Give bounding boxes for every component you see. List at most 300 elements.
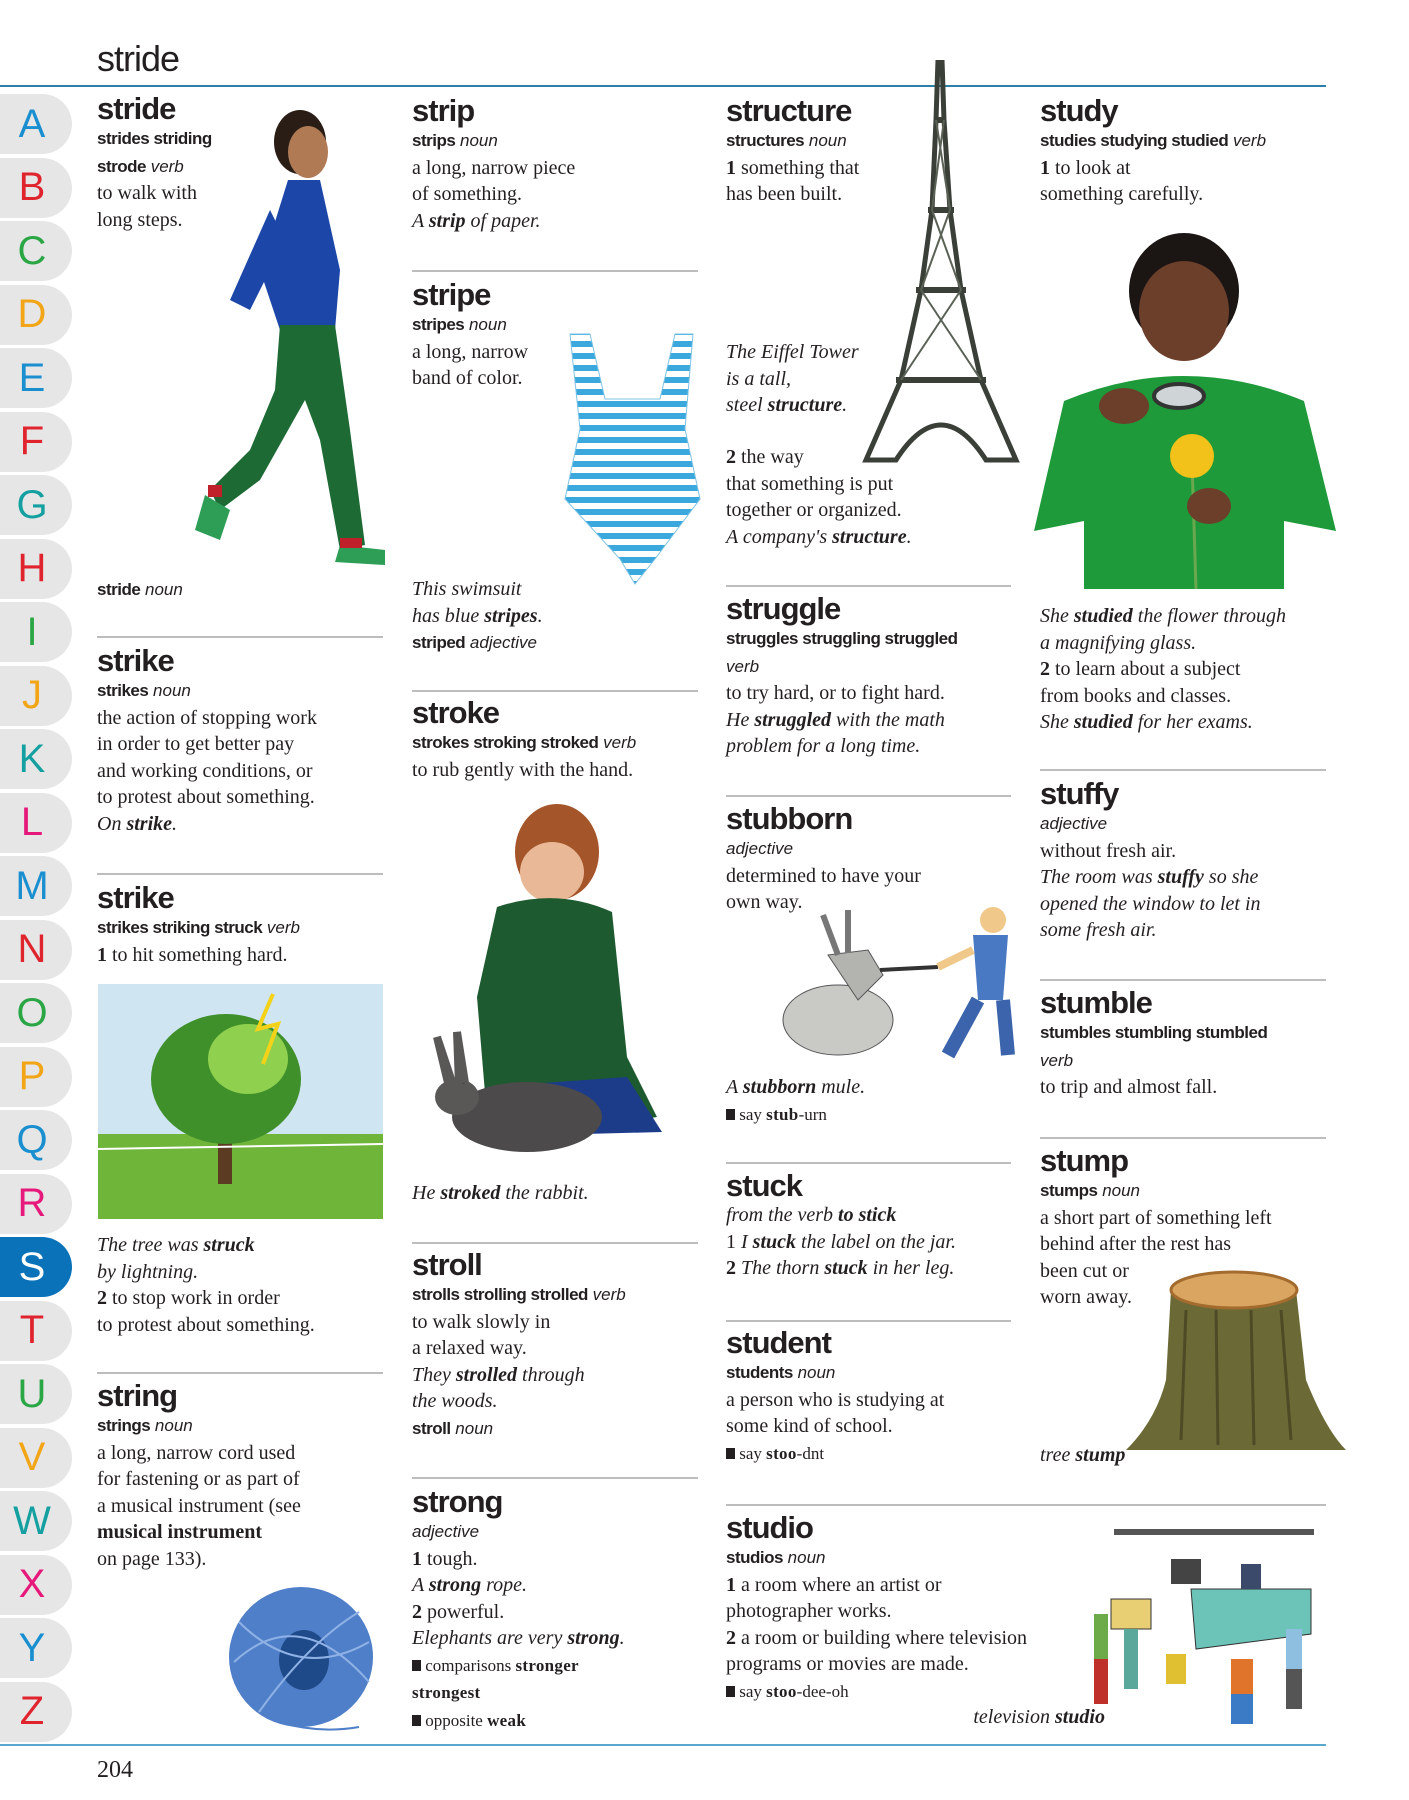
text-segment: a relaxed way. (412, 1337, 527, 1359)
text-segment: some fresh air. (1040, 919, 1157, 941)
headword: strike (97, 880, 174, 915)
text-segment: has been built. (726, 183, 843, 205)
text-segment: steel (726, 394, 768, 416)
text-segment: in order to get better pay (97, 733, 295, 755)
entry-line (412, 1518, 712, 1546)
entry-strike-verb-cont (97, 1232, 397, 1338)
entry-line (1040, 181, 1340, 208)
text-segment: a room where an artist or (736, 1573, 942, 1596)
text-segment: She (1040, 711, 1074, 733)
text-segment: . (537, 604, 543, 627)
alphabet-tab-r[interactable]: R (0, 1174, 72, 1234)
text-segment: 1 (97, 943, 107, 966)
text-segment: by lightning. (97, 1260, 199, 1283)
entry-line (97, 1493, 397, 1520)
entry-stump (1040, 1145, 1340, 1311)
text-segment: studied (1073, 711, 1133, 733)
entry-line (1040, 1442, 1340, 1469)
text-segment: together or organized. (726, 499, 902, 521)
entry-line (97, 914, 397, 942)
text-segment: stripes (484, 604, 538, 627)
divider (97, 873, 383, 875)
boy-stroking-rabbit-image (427, 797, 672, 1172)
headword: studio (726, 1510, 813, 1545)
text-segment: to walk slowly in (412, 1310, 551, 1333)
text-segment: comparisons (421, 1655, 516, 1675)
text-segment: The room was (1040, 866, 1158, 888)
entry-line (412, 1415, 712, 1443)
text-segment: a musical instrument (see (97, 1494, 301, 1517)
headword: structure (726, 93, 852, 128)
divider (726, 795, 1011, 797)
alphabet-tab-i[interactable]: I (0, 602, 72, 662)
part-of-speech: noun (140, 580, 183, 599)
text-segment: 1 (726, 156, 736, 179)
entry-line (97, 1232, 397, 1259)
inflected-forms: striped (412, 633, 466, 652)
top-rule (0, 85, 1326, 87)
inflected-forms: stripes (412, 315, 465, 334)
entry-line (412, 1546, 712, 1573)
running-head: stride (97, 38, 180, 79)
text-segment: the action of stopping work (97, 706, 317, 729)
entry-strong (412, 1486, 712, 1734)
alphabet-tab-t[interactable]: T (0, 1301, 72, 1361)
text-segment: the way (736, 446, 804, 468)
entry-line (1040, 603, 1340, 630)
bullet-square-icon (412, 1660, 421, 1671)
text-segment: from the verb (726, 1204, 839, 1226)
inflected-forms: stroll (412, 1418, 451, 1438)
entry-stubborn (726, 803, 1026, 916)
entry-line (412, 1652, 712, 1680)
text-segment: own way. (726, 891, 803, 913)
text-segment: to look at (1050, 156, 1131, 179)
text-segment: strolled (455, 1363, 518, 1386)
part-of-speech: verb (1228, 131, 1267, 150)
divider (726, 1504, 1326, 1506)
entry-line (412, 1388, 712, 1415)
text-segment: 2 (412, 1600, 422, 1623)
entry-line (97, 1412, 397, 1440)
entry-line (412, 603, 712, 630)
part-of-speech: noun (782, 1548, 826, 1567)
text-segment: so she (1203, 866, 1259, 888)
entry-line (412, 127, 712, 155)
text-segment: the rabbit. (500, 1182, 589, 1204)
part-of-speech: noun (1097, 1181, 1141, 1200)
entry-line (726, 471, 1026, 498)
text-segment: to try hard, or to fight hard. (726, 682, 945, 704)
bottom-rule (0, 1744, 1326, 1746)
text-segment: They (412, 1363, 456, 1386)
entry-line (1040, 630, 1340, 657)
alphabet-tab-h[interactable]: H (0, 539, 72, 599)
part-of-speech: noun (792, 1363, 836, 1382)
part-of-speech: verb (598, 733, 637, 752)
headword: stumble (1040, 985, 1152, 1020)
text-segment: strongest (412, 1683, 481, 1702)
entry-line (1040, 656, 1340, 683)
entry-strip (412, 95, 712, 234)
entry-line (726, 1202, 1026, 1229)
divider (726, 1162, 1011, 1164)
entry-stride-noun (97, 576, 397, 604)
entry-line (412, 181, 712, 208)
entry-string (97, 1380, 397, 1572)
entry-structure (726, 95, 1026, 208)
alphabet-tab-j[interactable]: J (0, 666, 72, 726)
headword: stroke (412, 695, 500, 730)
entry-line (1040, 1284, 1340, 1311)
alphabet-tab-a[interactable]: A (0, 94, 72, 154)
entry-studio-caption (955, 1704, 1105, 1731)
text-segment: strip (428, 209, 466, 232)
text-segment: a long, narrow piece (412, 156, 576, 179)
alphabet-tab-e[interactable]: E (0, 348, 72, 408)
text-segment: that something is put (726, 472, 894, 495)
entry-line (726, 680, 1026, 707)
text-segment: from books and classes. (1040, 684, 1232, 707)
divider (412, 690, 698, 692)
text-segment: to stick (838, 1204, 897, 1226)
text-segment: say (735, 1443, 767, 1463)
entry-stumble (1040, 987, 1340, 1101)
text-segment: opened the window to let in (1040, 892, 1261, 915)
inflected-forms: strokes stroking stroked (412, 733, 599, 752)
headword: struggle (726, 591, 841, 626)
text-segment: . (906, 525, 912, 548)
entry-line (412, 311, 712, 339)
text-segment: a short part of something left (1040, 1206, 1272, 1229)
text-segment: The thorn (741, 1257, 825, 1279)
entry-line (1040, 891, 1340, 918)
text-segment: studio (1054, 1706, 1105, 1728)
entry-line (97, 731, 397, 758)
text-segment: some kind of school. (726, 1415, 893, 1437)
part-of-speech: noun (455, 131, 498, 150)
entry-stubborn-caption (726, 1074, 1026, 1128)
headword: stuffy (1040, 776, 1119, 811)
entry-line (1040, 1074, 1340, 1101)
entry-line (726, 889, 1026, 916)
text-segment: programs or movies are made. (726, 1653, 969, 1675)
entry-line (97, 1466, 397, 1493)
entry-line (1040, 1177, 1340, 1205)
text-segment: determined to have your (726, 864, 921, 887)
text-segment: stub (766, 1104, 799, 1124)
text-segment: stronger (515, 1655, 579, 1675)
entry-line (726, 444, 1026, 471)
entry-line (726, 497, 1026, 524)
text-segment: The tree was (97, 1234, 204, 1256)
bullet-square-icon (726, 1109, 735, 1120)
entry-line (955, 1704, 1105, 1731)
entry-line (1040, 683, 1340, 710)
entry-line (726, 625, 1026, 653)
text-segment: structure (767, 394, 843, 416)
headword: stripe (412, 277, 491, 312)
text-segment: On (97, 812, 127, 835)
entry-stroke (412, 697, 712, 783)
text-segment: a long, narrow (412, 340, 529, 363)
text-segment: Elephants are very (412, 1627, 568, 1649)
inflected-forms: studios (726, 1548, 783, 1567)
headword: strike (97, 643, 174, 678)
entry-line (412, 339, 712, 366)
entry-line (412, 629, 712, 657)
inflected-forms: strings (97, 1416, 151, 1435)
text-segment: -dee-oh (796, 1681, 849, 1701)
alphabet-tab-v[interactable]: V (0, 1428, 72, 1488)
headword: stroll (412, 1247, 482, 1282)
text-segment: and working conditions, or (97, 759, 313, 782)
entry-line (412, 757, 712, 784)
text-segment: television (973, 1706, 1055, 1728)
text-segment: long steps. (97, 208, 183, 231)
entry-line (726, 127, 1026, 155)
entry-line (412, 1180, 712, 1207)
text-segment: photographer works. (726, 1600, 892, 1622)
inflected-forms: studies studying studied (1040, 131, 1229, 150)
part-of-speech: noun (464, 315, 507, 334)
entry-line (726, 1074, 1026, 1101)
entry-student (726, 1327, 1026, 1467)
alphabet-tab-c[interactable]: C (0, 221, 72, 281)
text-segment: stuffy (1157, 866, 1204, 888)
entry-line (412, 1679, 712, 1707)
text-segment: on page 133). (97, 1547, 207, 1570)
entry-stripe-caption (412, 576, 712, 657)
inflected-forms: strolls strolling strolled (412, 1285, 588, 1304)
text-segment: something that (736, 156, 860, 179)
headword: study (1040, 93, 1118, 128)
text-segment: the woods. (412, 1390, 498, 1412)
inflected-forms: strides striding (97, 129, 212, 148)
entry-line (1040, 155, 1340, 182)
entry-line (726, 1651, 1026, 1678)
text-segment: . (619, 1627, 625, 1649)
text-segment: 1 (1040, 156, 1050, 179)
entry-line (726, 1544, 1026, 1572)
text-segment: to hit something hard. (107, 943, 288, 966)
alphabet-tab-b[interactable]: B (0, 158, 72, 218)
entry-structure-caption (726, 339, 1026, 419)
part-of-speech: verb (587, 1285, 626, 1304)
entry-study-cont (1040, 603, 1340, 736)
alphabet-tab-w[interactable]: W (0, 1491, 72, 1551)
text-segment: band of color. (412, 367, 523, 389)
text-segment: . (842, 394, 848, 416)
alphabet-tab-z[interactable]: Z (0, 1682, 72, 1742)
alphabet-tab-p[interactable]: P (0, 1047, 72, 1107)
entry-line (1040, 709, 1340, 736)
text-segment: He (412, 1182, 441, 1204)
text-segment: a room or building where television (736, 1626, 1028, 1649)
entry-line (1040, 1205, 1340, 1232)
alphabet-tab-g[interactable]: G (0, 475, 72, 535)
text-segment: without fresh air. (1040, 839, 1177, 862)
entry-line (412, 1572, 712, 1599)
ball-of-string-image (219, 1582, 384, 1737)
text-segment: 2 (726, 446, 736, 468)
text-segment: say (735, 1104, 767, 1124)
entry-line (97, 180, 397, 207)
entry-line (1040, 127, 1340, 155)
divider (412, 1477, 698, 1479)
text-segment: . (172, 812, 178, 835)
text-segment: 1 (726, 1230, 741, 1253)
headword: stubborn (726, 801, 853, 836)
text-segment: strong (428, 1574, 482, 1596)
entry-line (412, 365, 712, 392)
text-segment: A company's (726, 525, 833, 548)
text-segment: She (1040, 605, 1074, 627)
entry-line (726, 1229, 1026, 1256)
entry-study (1040, 95, 1340, 208)
text-segment: a long, narrow cord used (97, 1441, 296, 1464)
alphabet-tab-o[interactable]: O (0, 983, 72, 1043)
alphabet-tab-l[interactable]: L (0, 793, 72, 853)
alphabet-tab-k[interactable]: K (0, 729, 72, 789)
entry-struggle (726, 593, 1026, 760)
text-segment: of something. (412, 183, 522, 205)
entry-line (412, 1599, 712, 1626)
headword: stride (97, 91, 176, 126)
inflected-forms: struggles struggling struggled (726, 629, 958, 648)
headword: strip (412, 93, 475, 128)
entry-line (412, 1362, 712, 1389)
divider (726, 585, 1011, 587)
entry-line (726, 863, 1026, 890)
entry-line (1040, 1019, 1340, 1047)
text-segment: 2 (726, 1257, 741, 1279)
text-segment: 2 (97, 1287, 107, 1309)
text-segment: a magnifying glass. (1040, 631, 1197, 654)
text-segment: He (726, 708, 755, 731)
headword: string (97, 1378, 178, 1413)
entry-line (1040, 917, 1340, 944)
entry-line (1040, 864, 1340, 891)
text-segment: worn away. (1040, 1286, 1133, 1308)
entry-line (412, 208, 712, 235)
text-segment: something carefully. (1040, 183, 1204, 205)
alphabet-tab-d[interactable]: D (0, 285, 72, 345)
entry-strike-noun (97, 645, 397, 837)
text-segment: the label on the jar. (796, 1230, 956, 1253)
entry-line (97, 1440, 397, 1467)
entry-line (726, 1101, 1026, 1129)
entry-line (412, 155, 712, 182)
part-of-speech: noun (450, 1418, 494, 1438)
entry-line (726, 835, 1026, 863)
part-of-speech: verb (726, 656, 760, 676)
entry-structure-sense2 (726, 444, 1026, 550)
text-segment: behind after the rest has (1040, 1233, 1232, 1255)
entry-line (97, 576, 397, 604)
entry-studio (726, 1512, 1026, 1705)
text-segment: been cut or (1040, 1259, 1129, 1282)
girl-with-magnifying-glass-image (1034, 231, 1336, 589)
alphabet-tab-q[interactable]: Q (0, 1110, 72, 1170)
divider (726, 1320, 1011, 1322)
entry-stuffy (1040, 778, 1340, 944)
entry-line (412, 1707, 712, 1735)
text-segment: The Eiffel Tower (726, 341, 859, 363)
entry-line (97, 705, 397, 732)
text-segment: stuck (824, 1257, 868, 1279)
inflected-forms: stumps (1040, 1181, 1098, 1200)
inflected-forms: stride (97, 580, 141, 599)
text-segment: has blue (412, 604, 485, 627)
entry-line (412, 729, 712, 757)
text-segment: to protest about something. (97, 786, 315, 808)
text-segment: for her exams. (1132, 711, 1253, 733)
text-segment: through (517, 1363, 585, 1386)
entry-strike-verb (97, 882, 397, 968)
entry-line (97, 677, 397, 705)
entry-line (726, 1413, 1026, 1440)
entry-line (97, 758, 397, 785)
bullet-square-icon (726, 1686, 735, 1697)
entry-line (97, 1546, 397, 1573)
entry-line (1040, 1047, 1340, 1075)
entry-line (726, 1625, 1026, 1652)
headword: strong (412, 1484, 503, 1519)
entry-line (97, 811, 397, 838)
alphabet-tab-m[interactable]: M (0, 856, 72, 916)
part-of-speech: adjective (726, 839, 794, 858)
entry-line (726, 366, 1026, 393)
entry-line (726, 1359, 1026, 1387)
text-segment: to rub gently with the hand. (412, 758, 634, 781)
text-segment: I (741, 1230, 753, 1253)
alphabet-tab-s[interactable]: S (0, 1237, 72, 1297)
alphabet-tab-y[interactable]: Y (0, 1618, 72, 1678)
text-segment: -urn (798, 1104, 827, 1124)
entry-line (726, 1572, 1026, 1599)
entry-line (97, 207, 397, 234)
divider (97, 636, 383, 638)
alphabet-tab-n[interactable]: N (0, 920, 72, 980)
entry-line (726, 1440, 1026, 1468)
text-segment: powerful. (422, 1600, 505, 1623)
entry-stride (97, 93, 397, 233)
text-segment: struggled (754, 708, 832, 731)
part-of-speech: verb (145, 156, 184, 176)
part-of-speech: adjective (412, 1522, 480, 1541)
entry-line (1040, 1231, 1340, 1258)
alphabet-tab-f[interactable]: F (0, 412, 72, 472)
alphabet-tab-x[interactable]: X (0, 1555, 72, 1615)
text-segment: stoo (766, 1443, 797, 1463)
text-segment: musical instrument (97, 1521, 262, 1543)
part-of-speech: verb (1040, 1050, 1074, 1070)
text-segment: to trip and almost fall. (1040, 1076, 1218, 1098)
inflected-forms: strode (97, 156, 146, 176)
entry-line (1040, 1258, 1340, 1285)
alphabet-tab-u[interactable]: U (0, 1364, 72, 1424)
entry-line (726, 339, 1026, 366)
text-segment: 1 (726, 1573, 736, 1596)
entry-line (726, 1255, 1026, 1282)
text-segment: -dnt (796, 1443, 825, 1463)
text-segment: to learn about a subject (1050, 658, 1241, 680)
text-segment: say (735, 1681, 767, 1701)
tree-struck-by-lightning-image (98, 984, 383, 1219)
text-segment: tree (1040, 1444, 1076, 1466)
entry-line (97, 1519, 397, 1546)
